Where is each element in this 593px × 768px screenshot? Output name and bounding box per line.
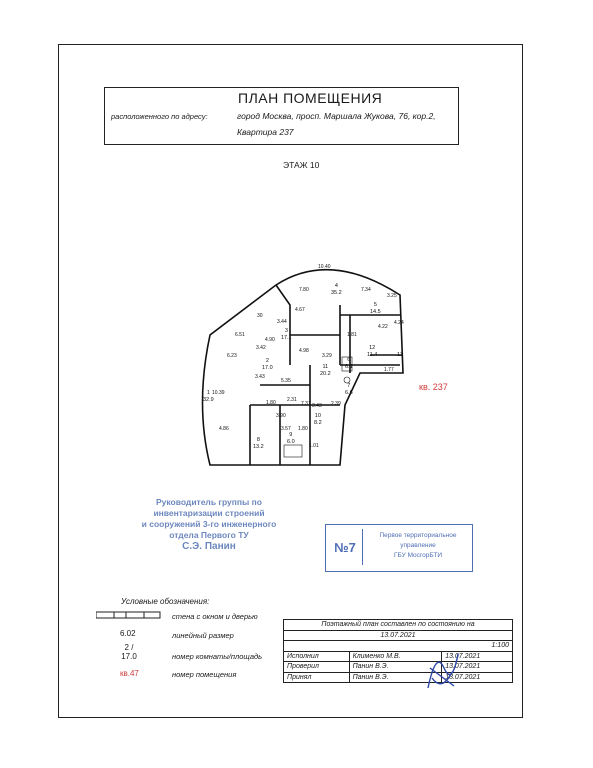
room-10: 10 8.2	[314, 413, 322, 426]
stamp-text-line: управление	[400, 542, 436, 549]
dimension-label: 6.51	[235, 332, 245, 338]
room-11: 11 20.2	[320, 364, 331, 377]
caption-cell: Поэтажный план составлен по состоянию на	[284, 620, 513, 631]
table-row	[284, 662, 513, 673]
stamp-line: Руководитель группы по	[156, 497, 262, 507]
legend-item-text: линейный размер	[172, 631, 234, 640]
room-13: 13	[397, 352, 404, 358]
name-cell: Клименко М.В.	[349, 651, 442, 662]
dimension-label: 1.81	[347, 332, 357, 338]
legend-item-text: номер комнаты/площадь	[172, 652, 263, 661]
dimension-label: 4.22	[378, 324, 388, 330]
legend-room-sample	[118, 643, 140, 661]
dimension-label: 4.98	[299, 348, 309, 354]
dimension-label: 3.57	[281, 426, 291, 432]
dimension-label: 1.80	[266, 400, 276, 406]
dimension-label: 3.43	[312, 403, 322, 409]
stamp-line: отдела Первого ТУ	[169, 530, 249, 540]
stamp-number: №7	[328, 529, 363, 565]
room-6: 6 6.1	[345, 357, 353, 370]
room-2: 2 17.0	[262, 358, 273, 371]
dimension-label: 7.80	[299, 287, 309, 293]
dimension-label: 1.01	[309, 443, 319, 449]
stamp-line: инвентаризации строений	[153, 508, 265, 518]
room-8: 8 13.2	[253, 437, 264, 450]
dimension-label: 10.40	[318, 264, 331, 270]
dimension-label: 3.43	[255, 374, 265, 380]
stamp-text	[366, 531, 470, 561]
stamp-text-line: Первое территориальное	[379, 532, 457, 539]
dimension-label: 5.35	[281, 378, 291, 384]
dimension-label: 30	[257, 313, 263, 319]
plan-title: ПЛАН ПОМЕЩЕНИЯ	[238, 90, 383, 106]
dimension-label: 1.77	[384, 367, 394, 373]
room-9: 9 6.0	[287, 432, 295, 445]
role-cell: Проверил	[284, 662, 350, 673]
dimension-label: 3.42	[256, 345, 266, 351]
date-cell: 13.07.2021	[442, 662, 513, 673]
address-value: город Москва, просп. Маршала Жукова, 76, кор.2,	[237, 111, 436, 121]
dimension-label: 4.24	[394, 320, 404, 326]
dimension-label: 2.31	[287, 397, 297, 403]
room-12: 12 11.4	[367, 345, 378, 358]
wall-symbol-icon	[96, 610, 162, 620]
dimension-label: 7.34	[361, 287, 371, 293]
scale-cell: 1:100	[284, 641, 513, 652]
dimension-label: 4.86	[219, 426, 229, 432]
date-cell: 13.07.2021	[284, 630, 513, 641]
dimension-label: 4.90	[265, 337, 275, 343]
handwritten-signature	[422, 648, 462, 696]
table-row	[284, 672, 513, 683]
stamp-line: и сооружений 3-го инженерного	[141, 519, 277, 529]
room-4: 4 35.2	[331, 283, 342, 296]
dimension-label: 3.25	[387, 293, 397, 299]
legend-dimension-sample: 6.02	[120, 629, 136, 638]
dimension-label: 2.39	[331, 401, 341, 407]
address-label: расположенного по адресу:	[111, 112, 208, 121]
floor-label: ЭТАЖ 10	[283, 160, 320, 170]
date-cell: 13.07.2021	[442, 651, 513, 662]
room-3: 3 17.1	[281, 328, 292, 341]
apartment-tag: кв. 237	[419, 382, 448, 392]
room-1: 1 32.9	[203, 390, 214, 403]
role-cell: Исполнил	[284, 651, 350, 662]
dimension-label: 4.67	[295, 307, 305, 313]
dimension-label: 10.39	[212, 390, 225, 396]
legend-item-text: стена с окном и дверью	[172, 612, 258, 621]
official-stamp	[124, 497, 294, 552]
box-stamp	[325, 524, 473, 572]
stamp-text-line: ГБУ МосгорБТИ	[394, 552, 442, 559]
dimension-label: 3.44	[277, 319, 287, 325]
room-7: 7 6.6	[345, 383, 353, 396]
role-cell: Принял	[284, 672, 350, 683]
room-5: 5 14.5	[370, 302, 381, 315]
name-cell: Панин В.Э.	[349, 662, 442, 673]
dimension-label: 1.80	[298, 426, 308, 432]
name-cell: Панин В.Э.	[349, 672, 442, 683]
stamp-name: С.Э. Панин	[182, 541, 236, 552]
legend-item-text: номер помещения	[172, 670, 237, 679]
date-cell: 13.07.2021	[442, 672, 513, 683]
dimension-label: 3.90	[276, 413, 286, 419]
table-row	[284, 651, 513, 662]
signature-table	[283, 619, 513, 683]
dimension-label: 6.23	[227, 353, 237, 359]
legend-apt-sample: кв.47	[120, 669, 139, 678]
legend-title: Условные обозначения:	[121, 597, 210, 606]
legend-room-number: 2 / 17.0	[121, 643, 137, 661]
dimension-label: 7.31	[301, 401, 311, 407]
dimension-label: 3.29	[322, 353, 332, 359]
apartment-value: Квартира 237	[237, 127, 294, 137]
